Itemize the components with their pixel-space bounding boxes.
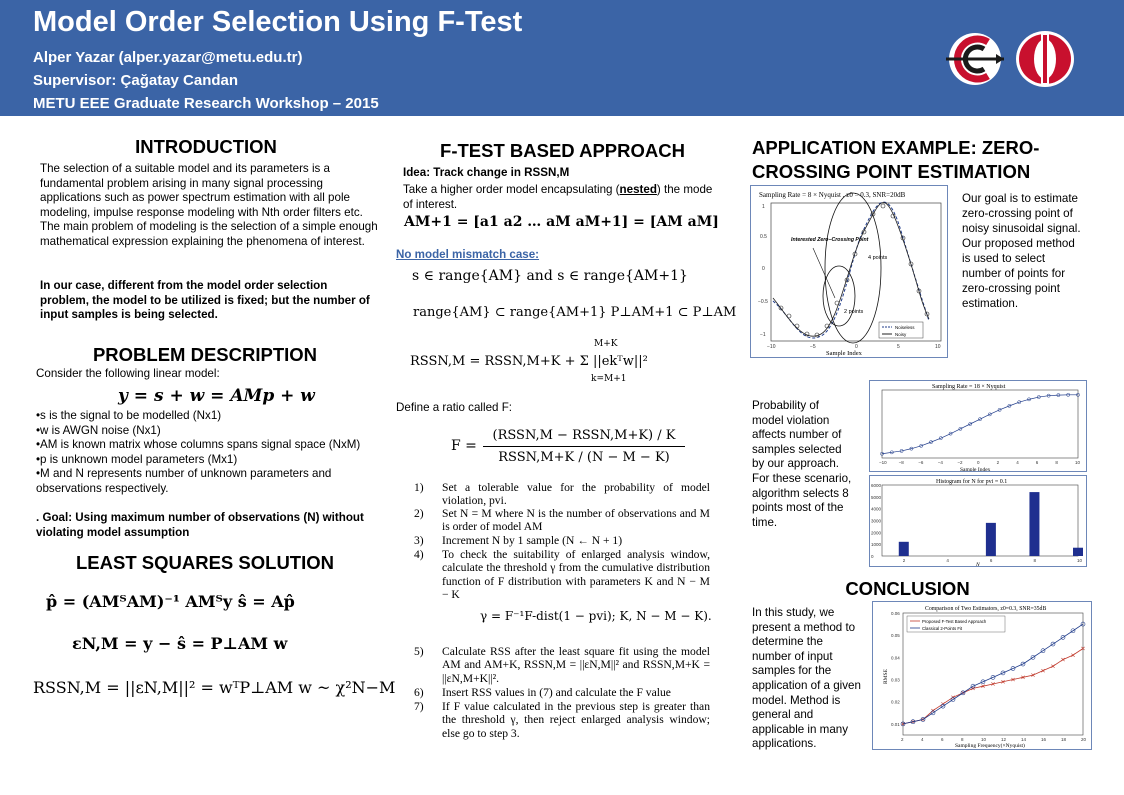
fig4-yticks	[891, 611, 900, 727]
fig4-point-proposed	[1071, 654, 1074, 657]
algorithm-step-1	[414, 481, 710, 509]
fig4-xtick: 20	[1081, 737, 1087, 742]
conclusion-text: In this study, we present a method to determine the number of input samples for the application of a given model. Method is general and applicable in many applications.	[752, 606, 861, 751]
problem-bullets	[36, 409, 376, 497]
step-number: 3)	[414, 534, 424, 547]
fig3-yticks	[871, 483, 882, 559]
fig1-ytick: −1	[760, 332, 766, 338]
bullet-item: •s is the signal to be modelled (Nx1)	[36, 409, 222, 422]
problem-intro: Consider the following linear model:	[36, 367, 220, 380]
fig2-xlabel: Sample Index	[960, 467, 991, 471]
sine-18x-figure	[869, 380, 1087, 472]
fig4-xtick: 6	[941, 737, 944, 742]
fig2-xtick: −2	[957, 460, 963, 465]
ls-equation-1: p̂ = (AMᵀAM)⁻¹ AMᵀy ŝ = Ap̂	[46, 592, 295, 611]
algorithm-step-5	[414, 645, 710, 687]
fig1-legend-noisy: Noisy	[895, 332, 907, 337]
bullet-item: •AM is known matrix whose columns spans signal space (NxM)	[36, 438, 361, 452]
fig4-xticks	[901, 737, 1087, 742]
no-mismatch-label: No model mismatch case:	[396, 248, 540, 261]
ls-equation-3: RSSN,M = ||εN,M||² = wᵀP⊥AM w ~ χ²N−M	[33, 678, 396, 697]
fig1-ytick: 0	[762, 266, 765, 272]
application-goal-text: Our goal is to estimate zero-crossing point of noisy sinusoidal signal. Our proposed method is used to select number of points for zero-crossing point estimation.	[962, 192, 1081, 310]
fig4-xtick: 14	[1021, 737, 1027, 742]
fig1-xtick: 10	[935, 344, 941, 350]
histogram-plot	[870, 476, 1086, 566]
fig2-xtick: 6	[1035, 460, 1039, 465]
f-ratio-lhs: F =	[451, 438, 477, 454]
fig3-xtick: 2	[902, 558, 906, 563]
fig2-xticks	[879, 460, 1081, 465]
fig4-xtick: 8	[961, 737, 964, 742]
algorithm-step-3	[414, 534, 710, 548]
fig4-xtick: 16	[1041, 737, 1047, 742]
define-ratio-text: Define a ratio called F:	[396, 401, 512, 414]
probability-text: Probability of model violation affects number of samples selected by our approach. For these scenario, algorithm selects 8 points most of the time.	[752, 399, 852, 529]
nested-word: nested	[619, 183, 657, 196]
fig3-bars	[899, 492, 1083, 556]
zero-crossing-figure	[750, 185, 948, 358]
fig2-xtick: 4	[1016, 460, 1019, 465]
fig4-ylabel: RMSE	[883, 669, 889, 684]
fig4-title: Comparison of Two Estimators, z0=0.3, SNR=35dB	[925, 606, 1047, 612]
application-heading-line-2: CROSSING POINT ESTIMATION	[752, 161, 1031, 182]
comparison-plot	[873, 602, 1091, 749]
fig2-xtick: −4	[937, 460, 943, 465]
algorithm-step-4	[414, 548, 710, 604]
ftest-equation-subset: range{AM} ⊂ range{AM+1} P⊥AM+1 ⊂ P⊥AM	[413, 305, 737, 320]
fig3-ytick: 4000	[871, 506, 882, 512]
ftest-equation-augmented: AM+1 = [a1 a2 … aM aM+1] = [AM aM]	[404, 214, 719, 230]
step-text: Calculate RSS after the least square fit using the model AM and AM+K, RSSN,M = ||εN,M||² and RSSN,M+K = ||εN,M+K||².	[442, 645, 710, 685]
ftest-heading: F-TEST BASED APPROACH	[440, 140, 685, 161]
algorithm-step-6	[414, 686, 710, 700]
fig2-xtick: −6	[918, 460, 924, 465]
metu-logo	[1014, 30, 1076, 88]
fig3-ytick: 3000	[871, 518, 882, 524]
fig1-xtick: 5	[897, 344, 900, 350]
fig3-ytick: 5000	[871, 494, 882, 500]
fig1-noisy-markers	[779, 204, 929, 337]
fig3-xtick: 8	[1033, 558, 1036, 563]
fig4-xtick: 4	[921, 737, 924, 742]
fig4-legend-proposed: Proposed F-Test Based Approach	[922, 619, 987, 624]
step-text: Insert RSS values in (7) and calculate the F value	[442, 686, 671, 699]
step-text: If F value calculated in the previous step is greater than the threshold γ, then reject enlarged analysis window; else go to step 3.	[442, 700, 710, 740]
fig1-title: Sampling Rate = 8 × Nyquist , z0 = 0.3, SNR=20dB	[759, 191, 906, 199]
event-line: METU EEE Graduate Research Workshop – 2015	[33, 95, 379, 112]
fig4-xlabel: Sampling Frequency(×Nyquist)	[955, 743, 1025, 749]
fig1-xtick: 0	[855, 344, 858, 350]
fig1-two-point-ellipse	[823, 266, 855, 326]
fig4-ytick: 0.01	[891, 721, 900, 727]
fig4-ytick: 0.06	[891, 611, 900, 616]
fig4-ytick: 0.02	[891, 699, 900, 705]
fig1-annotation-4pts: 4 points	[868, 255, 888, 261]
algorithm-step-7	[414, 700, 710, 742]
fig3-title: Histogram for N for pvi = 0.1	[936, 479, 1008, 485]
fig3-xticks	[903, 558, 1083, 563]
fig4-xtick: 10	[981, 737, 987, 742]
fig3-ytick: 1000	[871, 542, 882, 548]
fig2-xtick: 0	[977, 460, 980, 465]
fig4-legend-classical: Classical 2-Points Fit	[922, 626, 963, 631]
ftest-equation-range: s ∈ range{AM} and s ∈ range{AM+1}	[412, 268, 688, 284]
fig2-xtick: −10	[879, 460, 887, 465]
fig2-axes	[882, 390, 1078, 458]
fig1-legend-noiseless: Noiseless	[895, 325, 915, 330]
fig2-xtick: 8	[1055, 460, 1058, 465]
problem-goal: . Goal: Using maximum number of observations (N) without violating model assumption	[36, 511, 364, 539]
fig1-annotation-2pts: 2 points	[844, 309, 864, 315]
fig4-series	[901, 622, 1085, 726]
fig2-xtick: 2	[996, 460, 1000, 465]
ftest-idea: Idea: Track change in RSSN,M	[403, 166, 570, 179]
conclusion-heading: CONCLUSION	[845, 578, 970, 599]
ls-equation-2: εN,M = y − ŝ = P⊥AM w	[72, 634, 288, 653]
problem-heading: PROBLEM DESCRIPTION	[92, 344, 318, 365]
supervisor-line: Supervisor: Çağatay Candan	[33, 72, 239, 89]
gamma-equation: γ = F⁻¹F-dist(1 − pvi); K, N − M − K).	[480, 609, 712, 623]
ls-heading: LEAST SQUARES SOLUTION	[76, 552, 334, 573]
application-heading	[752, 136, 1072, 184]
fig4-point-proposed	[1051, 665, 1054, 668]
linear-model-text: y = s + w = AMp + w	[118, 386, 315, 406]
fig3-axes	[882, 485, 1078, 556]
fig1-axes	[771, 203, 941, 341]
step-text: To check the suitability of enlarged analysis window, calculate the threshold γ from the cumulative distribution function of F distribution with parameters K and N − M − K	[442, 548, 710, 602]
fig1-marker	[835, 301, 839, 305]
fig2-line	[882, 395, 1078, 454]
histogram-figure	[869, 475, 1087, 567]
fig4-point-proposed	[1041, 669, 1044, 672]
fig4-xtick: 12	[1001, 737, 1007, 742]
fig3-xtick: 4	[946, 558, 949, 563]
fig3-bar	[899, 542, 909, 556]
step-text: Increment N by 1 sample (N ← N + 1)	[442, 534, 623, 547]
intro-highlight: In our case, different from the model order selection problem, the model to be utilized is fixed; but the number of input samples is being selected.	[40, 279, 370, 322]
step-number: 2)	[414, 507, 424, 520]
step-text: Set a tolerable value for the probability of model violation, pvi.	[442, 481, 710, 508]
step-number: 7)	[414, 700, 424, 713]
step-number: 5)	[414, 645, 424, 658]
fig2-series	[880, 393, 1079, 455]
ftest-p1b: ) the mode of interest.	[403, 183, 713, 211]
zero-crossing-plot	[751, 186, 947, 357]
fig3-bar	[986, 523, 996, 556]
bullet-item: •p is unknown model parameters (Mx1)	[36, 452, 238, 466]
fig1-ytick: 0.5	[760, 234, 767, 240]
sum-lower-limit: k=M+1	[591, 374, 627, 384]
fig3-xtick: 10	[1077, 558, 1083, 563]
sine-18x-plot	[870, 381, 1086, 471]
fig4-xtick: 18	[1061, 737, 1067, 742]
header-banner	[0, 0, 1124, 116]
fig3-ytick: 2000	[871, 530, 882, 536]
linear-model-equation	[118, 386, 315, 406]
f-ratio-bar	[483, 446, 685, 447]
fig2-xtick: −8	[898, 460, 904, 465]
f-ratio-denominator: RSSN,M+K / (N − M − K)	[498, 450, 670, 465]
fig1-xtick: −10	[767, 344, 776, 350]
fig2-xtick: 10	[1075, 460, 1081, 465]
ftest-p1a: Take a higher order model encapsulating (	[403, 183, 620, 196]
fig3-xlabel: N	[976, 562, 980, 566]
fig4-ytick: 0.04	[891, 655, 900, 661]
comparison-figure	[872, 601, 1092, 750]
step-text: Set N = M where N is the number of observations and M is order of model AM	[442, 507, 710, 534]
fig1-annotation-zero-crossing: Interested Zero−Crossing Point	[791, 237, 869, 243]
fig3-xtick: 6	[989, 558, 993, 563]
f-ratio-numerator: (RSSN,M − RSSN,M+K) / K	[492, 428, 676, 443]
fig3-bar	[1073, 548, 1083, 556]
fig4-ytick: 0.05	[891, 633, 900, 639]
fig3-bar	[1029, 492, 1039, 556]
fig4-xtick: 2	[901, 737, 904, 742]
intro-heading: INTRODUCTION	[135, 136, 277, 157]
poster-title: Model Order Selection Using F-Test	[33, 6, 523, 38]
step-number: 4)	[414, 548, 424, 561]
bullet-item: •w is AWGN noise (Nx1)	[36, 423, 161, 437]
ftest-equation-rss: RSSN,M = RSSN,M+K + Σ ||ekᵀw||²	[410, 354, 648, 369]
fig4-line-proposed	[903, 648, 1083, 723]
fig1-noiseless-curve	[773, 202, 929, 338]
fig4-point-proposed	[1061, 658, 1064, 661]
fig1-yticks	[758, 204, 768, 338]
sum-upper-limit: M+K	[594, 339, 618, 349]
author-line: Alper Yazar (alper.yazar@metu.edu.tr)	[33, 49, 303, 66]
fig3-ytick: 6000	[871, 483, 882, 488]
fig1-marker	[881, 204, 885, 208]
intro-paragraph: The selection of a suitable model and its parameters is a fundamental problem arising in many signal processing applications such as power spectrum estimation with all pole modeling, impulse response modeling with Nth order filters etc. The main problem of modeling is the selection of a simple enough mathematical expression explaining the phenomena of interest.	[40, 162, 378, 248]
fig4-line-classical	[903, 624, 1083, 724]
fig1-ytick: −0.5	[758, 299, 768, 305]
step-number: 6)	[414, 686, 424, 699]
application-heading-line-1: APPLICATION EXAMPLE: ZERO-	[752, 137, 1040, 158]
fig2-title: Sampling Rate = 18 × Nyquist	[932, 384, 1006, 390]
ftest-paragraph	[403, 183, 713, 212]
step-number: 1)	[414, 481, 424, 494]
fig1-ytick: 1	[762, 204, 765, 210]
bullet-item: •M and N represents number of unknown parameters and observations respectively.	[36, 467, 332, 495]
metu-eee-logo	[944, 30, 1006, 88]
fig1-xtick: −5	[810, 344, 816, 350]
fig1-marker	[787, 314, 791, 318]
fig1-annotation-arrow	[813, 248, 835, 298]
fig4-ytick: 0.03	[891, 677, 900, 683]
fig1-xlabel: Sample Index	[826, 350, 862, 357]
fig3-ytick: 0	[871, 554, 874, 559]
algorithm-step-2	[414, 507, 710, 535]
